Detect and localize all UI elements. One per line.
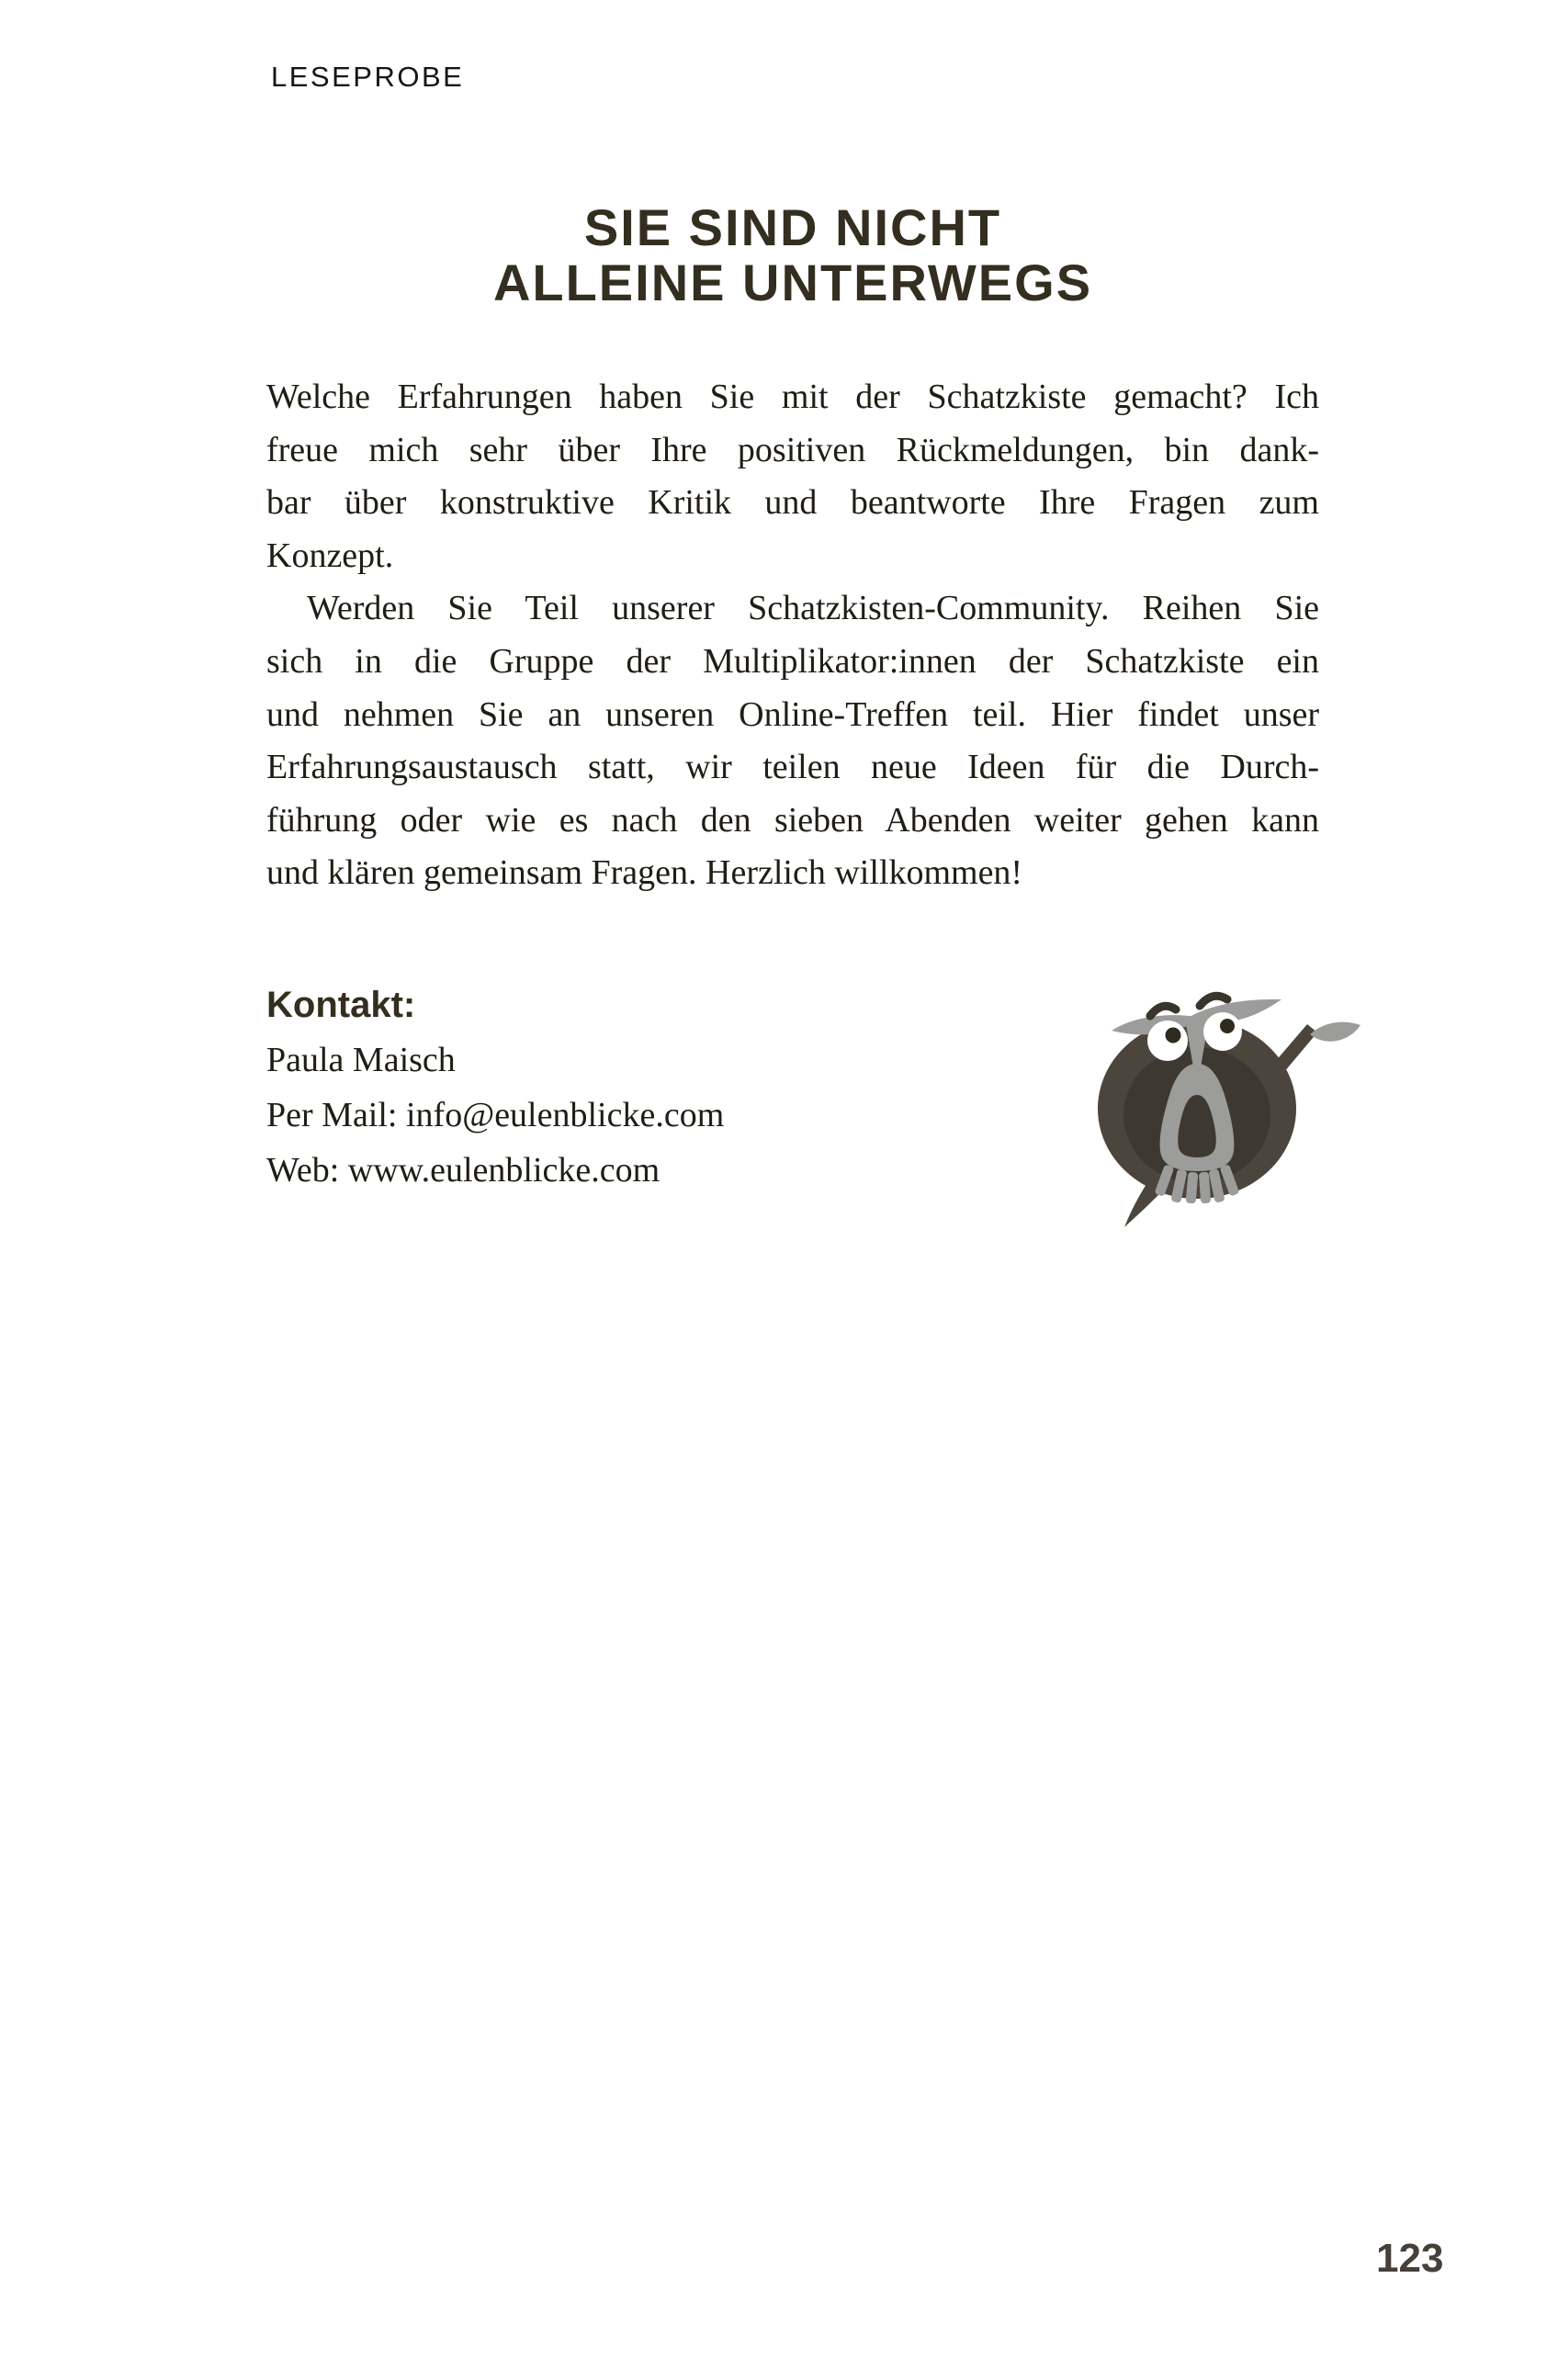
owl-eyebrow-right [1200,996,1227,1006]
paragraph2-line: sich in die Gruppe der Multiplikator:innen der Schatzkiste ein [266,641,1319,681]
contact-email: Per Mail: info@eulenblicke.com [266,1096,725,1134]
paragraph1-line: freue mich sehr über Ihre positiven Rückmeldungen, bin dank- [266,430,1319,469]
body-text [266,371,1319,900]
owl-pupil-left [1166,1028,1181,1043]
page-number: 123 [1376,2236,1444,2281]
paragraph1-line: Konzept. [266,536,394,575]
contact-web: Web: www.eulenblicke.com [266,1151,660,1190]
paragraph2-line: Werden Sie Teil unserer Schatzkisten-Community. Reihen Sie [307,589,1319,628]
contact-label: Kontakt: [266,985,416,1025]
paragraph2-line: Erfahrungsaustausch statt, wir teilen neue Ideen für die Durch- [266,748,1319,787]
paragraph1-line: Welche Erfahrungen haben Sie mit der Schatzkiste gemacht? Ich [266,378,1319,416]
chapter-title-line2: ALLEINE UNTERWEGS [492,254,1093,311]
chapter-title-line1: SIE SIND NICHT [583,198,1002,256]
paragraph2-line: und nehmen Sie an unseren Online-Treffen teil. Hier findet unser [266,694,1319,734]
owl-leaf [1310,1022,1360,1042]
owl-eyebrow-left [1150,1006,1176,1016]
paragraph1-line: bar über konstruktive Kritik und beantworte Ihre Fragen zum [266,483,1319,523]
chapter-title [266,200,1319,310]
contact-block [266,977,724,1198]
owl-pupil-right [1220,1019,1235,1033]
paragraph2-line: und klären gemeinsam Fragen. Herzlich willkommen! [266,853,1023,893]
leseprobe-label: LESEPROBE [271,61,465,93]
contact-name: Paula Maisch [266,1041,456,1079]
owl-logo [1089,988,1374,1236]
paragraph2-line: führung oder wie es nach den sieben Abenden weiter gehen kann [266,800,1319,840]
